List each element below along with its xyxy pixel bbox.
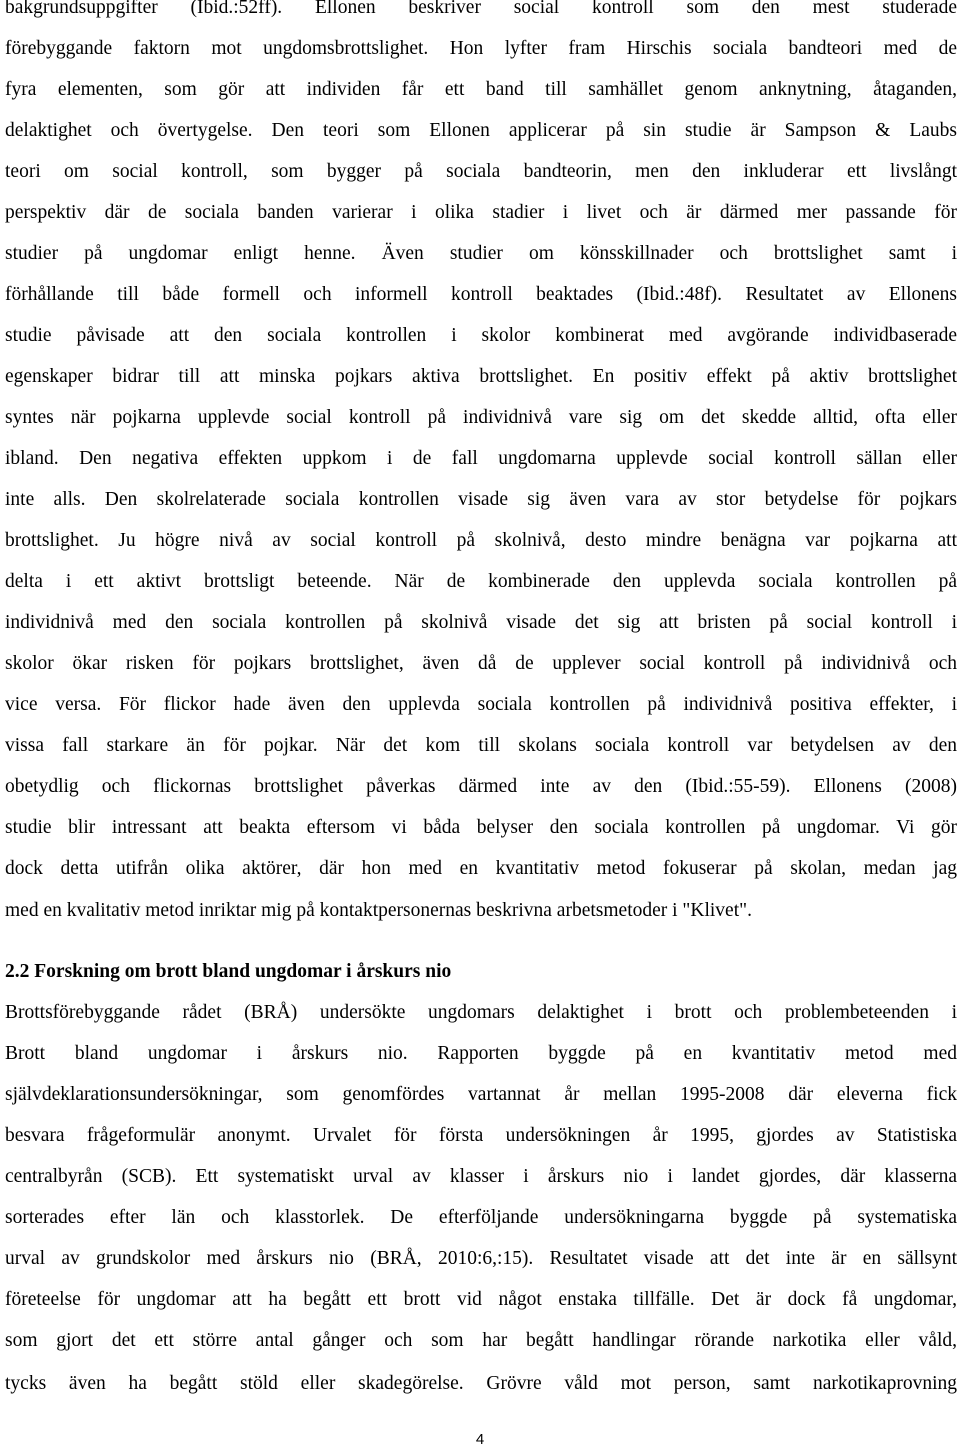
body-text-line: syntes när pojkarna upplevde social kontroll på individnivå vare sig om det skedde alltid, ofta eller [5, 407, 957, 428]
body-text-line: som gjort det ett större antal gånger och som har begått handlingar rörande narkotika eller våld, [5, 1330, 957, 1351]
body-text-line: obetydlig och flickornas brottslighet påverkas därmed inte av den (Ibid.:55-59). Ellonens (2008) [5, 776, 957, 797]
body-text-line: ibland. Den negativa effekten uppkom i de fall ungdomarna upplevde social kontroll sällan eller [5, 448, 957, 469]
body-text-line: förhållande till både formell och informell kontroll beaktades (Ibid.:48f). Resultatet av Ellonens [5, 284, 957, 305]
body-text-line: delta i ett aktivt brottsligt beteende. När de kombinerade den upplevda sociala kontrollen på [5, 571, 957, 592]
body-text-line: sorterades efter län och klasstorlek. De efterföljande undersökningarna byggde på systematiska [5, 1207, 957, 1228]
body-text-line: centralbyrån (SCB). Ett systematiskt urval av klasser i årskurs nio i landet gjordes, där klasserna [5, 1166, 957, 1187]
body-text-line: brottslighet. Ju högre nivå av social kontroll på skolnivå, desto mindre benägna var pojkarna att [5, 530, 957, 551]
body-text-line: Brottsförebyggande rådet (BRÅ) undersökte ungdomars delaktighet i brott och problembeteenden i [5, 1002, 957, 1023]
body-text-line: egenskaper bidrar till att minska pojkars aktiva brottslighet. En positiv effekt på aktiv brottslighet [5, 366, 957, 387]
body-text-line: besvara frågeformulär anonymt. Urvalet för första undersökningen år 1995, gjordes av Statistiska [5, 1125, 957, 1146]
section-heading: 2.2 Forskning om brott bland ungdomar i årskurs nio [5, 961, 452, 982]
body-text-line: vice versa. För flickor hade även den upplevda sociala kontrollen på individnivå positiva effekter, i [5, 694, 957, 715]
body-text-line: fyra elementen, som gör att individen får ett band till samhället genom anknytning, åtaganden, [5, 79, 957, 100]
body-text-line: dock detta utifrån olika aktörer, där hon med en kvantitativ metod fokuserar på skolan, medan jag [5, 858, 957, 879]
body-text-line: delaktighet och övertygelse. Den teori som Ellonen applicerar på sin studie är Sampson & Laubs [5, 120, 957, 141]
body-text-line: studie påvisade att den sociala kontrollen i skolor kombinerat med avgörande individbaserade [5, 325, 957, 346]
body-text-line: vissa fall starkare än för pojkar. När det kom till skolans sociala kontroll var betydelsen av den [5, 735, 957, 756]
body-text-line: inte alls. Den skolrelaterade sociala kontrollen visade sig även vara av stor betydelse för pojkars [5, 489, 957, 510]
body-text-line: självdeklarationsundersökningar, som genomfördes vartannat år mellan 1995-2008 där eleverna fick [5, 1084, 957, 1105]
body-text-line: med en kvalitativ metod inriktar mig på kontaktpersonernas beskrivna arbetsmetoder i "Klivet". [5, 900, 752, 921]
body-text-line: skolor ökar risken för pojkars brottslighet, även då de upplever social kontroll på individnivå och [5, 653, 957, 674]
body-text-line: Brott bland ungdomar i årskurs nio. Rapporten byggde på en kvantitativ metod med [5, 1043, 957, 1064]
body-text-line: studier på ungdomar enligt henne. Även studier om könsskillnader och brottslighet samt i [5, 243, 957, 264]
body-text-line: urval av grundskolor med årskurs nio (BRÅ, 2010:6,:15). Resultatet visade att det inte är en sällsynt [5, 1248, 957, 1269]
page-number: 4 [475, 1431, 485, 1448]
body-text-line: företeelse för ungdomar att ha begått ett brott vid något enstaka tillfälle. Det är dock få ungdomar, [5, 1289, 957, 1310]
body-text-line: bakgrundsuppgifter (Ibid.:52ff). Ellonen beskriver social kontroll som den mest studerade [5, 0, 957, 18]
body-text-line: förebyggande faktorn mot ungdomsbrottslighet. Hon lyfter fram Hirschis sociala bandteori med de [5, 38, 957, 59]
body-text-line: tycks även ha begått stöld eller skadegörelse. Grövre våld mot person, samt narkotikaprovning [5, 1373, 957, 1394]
body-text-line: perspektiv där de sociala banden varierar i olika stadier i livet och är därmed mer passande för [5, 202, 957, 223]
body-text-line: studie blir intressant att beakta eftersom vi båda belyser den sociala kontrollen på ungdomar. Vi gör [5, 817, 957, 838]
body-text-line: teori om social kontroll, som bygger på sociala bandteorin, men den inkluderar ett livslångt [5, 161, 957, 182]
body-text-line: individnivå med den sociala kontrollen på skolnivå visade det sig att bristen på social kontroll i [5, 612, 957, 633]
